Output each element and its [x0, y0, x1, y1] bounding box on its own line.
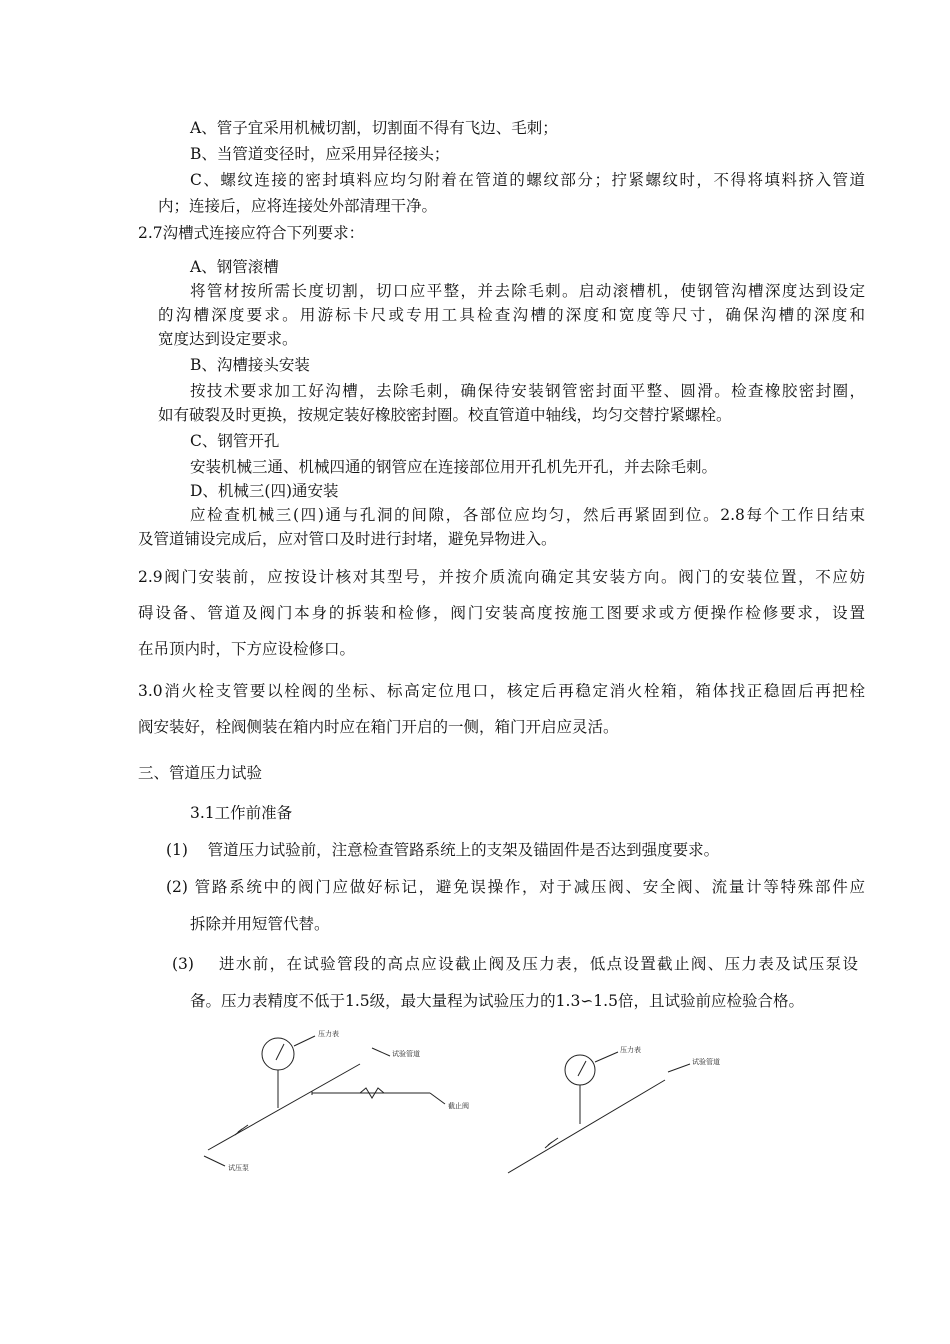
leader-line [668, 1064, 690, 1072]
text-line: B、当管道变径时，应采用异径接头； [190, 145, 450, 163]
list-item: 拆除并用短管代替。 [190, 915, 330, 933]
pressure-gauge-icon [565, 1055, 595, 1085]
pressure-gauge-icon [262, 1038, 294, 1070]
text-line: 及管道铺设完成后，应对管口及时进行封堵，避免异物进入。 [138, 530, 557, 548]
test-pipe-line [508, 1080, 665, 1173]
section-heading: 2.7沟槽式连接应符合下列要求： [138, 224, 365, 242]
text-line: 宽度达到设定要求。 [158, 330, 298, 348]
text-line: 阀安装好，栓阀侧装在箱内时应在箱门开启的一侧，箱门开启应灵活。 [138, 718, 619, 736]
text-line: C、螺纹连接的密封填料应均匀附着在管道的螺纹部分；拧紧螺纹时，不得将填料挤入管道 [190, 171, 865, 189]
gauge-needle [578, 1061, 586, 1076]
list-item: (1) 管道压力试验前，注意检查管路系统上的支架及锚固件是否达到强度要求。 [166, 841, 720, 859]
break-symbol [235, 1125, 248, 1135]
text-line: 在吊顶内时，下方应设检修口。 [138, 640, 356, 658]
leader-line [294, 1036, 315, 1046]
text-line: 如有破裂及时更换，按规定装好橡胶密封圈。校直管道中轴线，均匀交替拧紧螺栓。 [158, 406, 732, 424]
text-line: C、钢管开孔 [190, 432, 280, 450]
leader-line [204, 1156, 225, 1166]
break-symbol [545, 1138, 558, 1148]
text-line: 应检查机械三(四)通与孔洞的间隙，各部位应均匀，然后再紧固到位。2.8每个工作日结束 [190, 506, 865, 524]
text-line: 的沟槽深度要求。用游标卡尺或专用工具检查沟槽的深度和宽度等尺寸，确保沟槽的深度和 [158, 306, 865, 324]
leader-line [372, 1048, 390, 1056]
pressure-test-schematic [190, 1028, 870, 1188]
leader-line [595, 1052, 618, 1062]
section-heading: 三、管道压力试验 [138, 764, 263, 782]
label-test-pipe: 试验管道 [692, 1058, 720, 1066]
text-line: 将管材按所需长度切割，切口应平整，并去除毛刺。启动滚槽机，使钢管沟槽深度达到设定 [190, 282, 865, 300]
label-test-pipe: 试验管道 [392, 1050, 420, 1058]
text-line: A、管子宜采用机械切割，切割面不得有飞边、毛刺； [190, 119, 558, 137]
text-line: 3.0消火栓支管要以栓阀的坐标、标高定位甩口，核定后再稳定消火栓箱，箱体找正稳固后再把栓 [138, 682, 865, 700]
text-line: B、沟槽接头安装 [190, 356, 310, 374]
test-pipe-line [208, 1064, 360, 1150]
gauge-needle [276, 1044, 284, 1060]
text-line: 2.9阀门安装前，应按设计核对其型号，并按介质流向确定其安装方向。阀门的安装位置，不应妨 [138, 568, 865, 586]
leader-line [430, 1093, 445, 1104]
label-pressure-gauge: 压力表 [620, 1046, 641, 1054]
list-item: (3) 进水前，在试验管段的高点应设截止阀及压力表，低点设置截止阀、压力表及试压泵设 [172, 955, 858, 973]
list-item: (2) 管路系统中的阀门应做好标记，避免误操作，对于减压阀、安全阀、流量计等特殊部件应 [166, 878, 865, 896]
label-pressure-gauge: 压力表 [318, 1030, 339, 1038]
text-line: 碍设备、管道及阀门本身的拆装和检修，阀门安装高度按施工图要求或方便操作检修要求，设置 [138, 604, 865, 622]
text-line: 按技术要求加工好沟槽，去除毛刺，确保待安装钢管密封面平整、圆滑。检查橡胶密封圈， [190, 382, 865, 400]
label-shutoff-valve: 截止阀 [448, 1102, 469, 1110]
text-line: 内；连接后，应将连接处外部清理干净。 [158, 197, 438, 215]
label-test-pump: 试压泵 [228, 1164, 249, 1172]
text-line: D、机械三(四)通安装 [190, 482, 339, 500]
pressure-test-diagram [190, 1028, 870, 1188]
text-line: 安装机械三通、机械四通的钢管应在连接部位用开孔机先开孔，并去除毛刺。 [190, 458, 718, 476]
subsection-heading: 3.1工作前准备 [190, 804, 293, 822]
text-line: A、钢管滚槽 [190, 258, 279, 276]
list-item: 备。压力表精度不低于1.5级，最大量程为试验压力的1.3∽1.5倍，且试验前应检验合格。 [190, 992, 804, 1010]
